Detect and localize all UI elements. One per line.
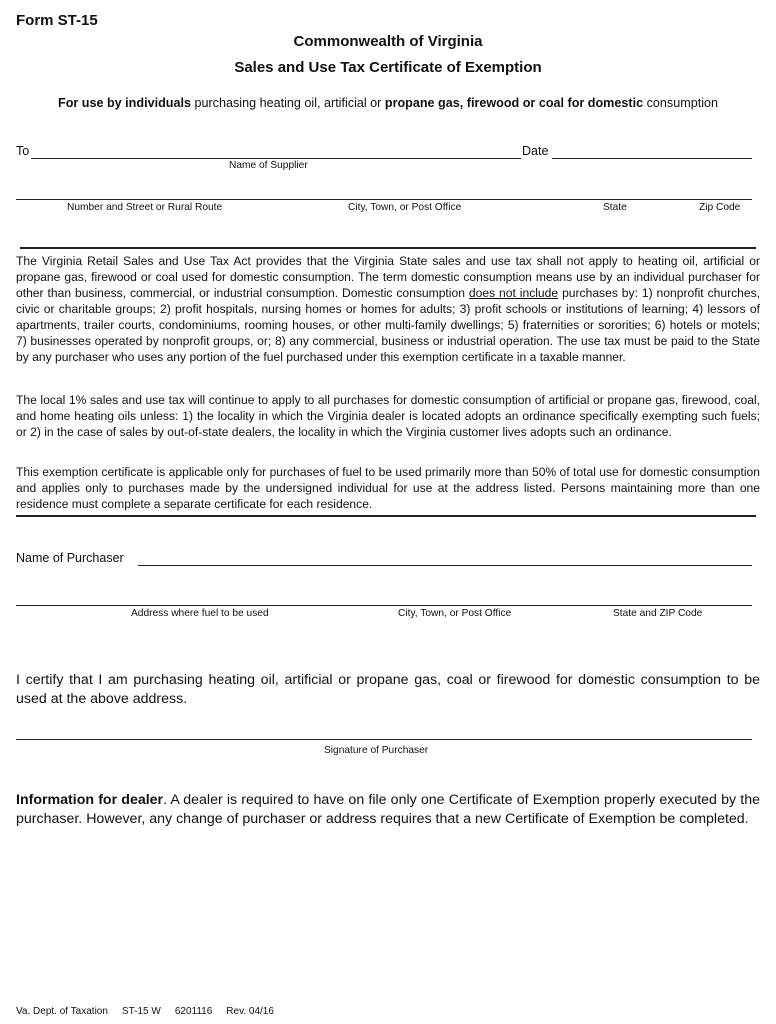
zip-caption: Zip Code: [699, 202, 741, 213]
dealer-heading: Information for dealer: [16, 792, 164, 808]
state-caption: State: [603, 202, 627, 213]
footer-code: 6201116: [174, 1006, 213, 1017]
supplier-address-field[interactable]: [16, 199, 752, 200]
dealer-information: [16, 791, 760, 829]
purchaser-name-label: Name of Purchaser: [16, 551, 124, 565]
bottom-divider: [16, 515, 756, 517]
signature-field[interactable]: [16, 739, 752, 740]
dealer-text: . A dealer is required to have on file only one Certificate of Exemption properly executed by the purchaser. However, any change of purchaser or address requires that a new Certificate of Exemption be completed.: [16, 792, 760, 827]
p1-part-b: purchases by: 1) nonprofit churches, civic or charitable groups; 2) profit hospitals, nursing homes or homes for adults; 3) profit schools or institutions of learning; 4) lessors of apartments, trailer courts, condominiums, rooming houses, or other multi-family dwellings; 5) fraternities or sororities; 6) hotels or motels; 7) businesses operated by nonprofit groups, or; 8) any commercial, business or industrial operation. The use tax must be paid to the State by any purchaser who uses any portion of the fuel purchased under this exemption certificate in a taxable manner.: [16, 286, 760, 364]
date-field[interactable]: [552, 158, 752, 159]
signature-caption: Signature of Purchaser: [324, 745, 429, 756]
subtitle-bold-1: For use by individuals: [58, 96, 191, 110]
street-caption: Number and Street or Rural Route: [67, 202, 223, 213]
to-label: To: [16, 144, 30, 158]
supplier-name-caption: Name of Supplier: [229, 160, 308, 171]
footer-rev: Rev. 04/16: [226, 1006, 274, 1017]
footer-dept: Va. Dept. of Taxation: [16, 1006, 108, 1017]
purchaser-name-field[interactable]: [138, 565, 752, 566]
address-caption: Address where fuel to be used: [131, 608, 269, 619]
paragraph-applicability: This exemption certificate is applicable only for purchases of fuel to be used primarily more than 50% of total use for domestic consumption and applies only to purchases made by the undersigned individual for use at the address listed. Persons maintaining more than one residence must complete a separate certificate for each residence.: [16, 465, 760, 511]
footer: [16, 1006, 288, 1017]
form-title: Sales and Use Tax Certificate of Exemption: [234, 59, 542, 76]
paragraph-local-tax: The local 1% sales and use tax will continue to apply to all purchases for domestic consumption of artificial or propane gas, firewood, coal, and home heating oils unless: 1) the locality in which the Virginia dealer is located adopts an ordinance specifically exempting such fuels; or 2) in the case of sales by out-of-state dealers, the locality in which the Virginia customer lives adopts such an ordinance.: [16, 393, 760, 439]
state-zip-caption: State and ZIP Code: [613, 608, 703, 619]
paragraph-exemption-act: [16, 253, 760, 365]
p1-underlined: does not include: [468, 286, 559, 300]
subtitle-text-1: purchasing heating oil, artificial or: [190, 96, 385, 110]
subtitle-text-2: consumption: [643, 96, 718, 110]
purchaser-address-field[interactable]: [16, 605, 752, 606]
certification-statement: I certify that I am purchasing heating oil, artificial or propane gas, coal or firewood for domestic consumption to be used at the above address.: [16, 672, 760, 707]
p1-part-a: The Virginia Retail Sales and Use Tax Act provides that the Virginia State sales and use tax shall not apply to heating oil, artificial or propane gas, firewood or coal used for domestic consumption. The term domestic consumption means use by an individual purchaser for other than business, commercial, or industrial consumption. Domestic consumption: [16, 254, 760, 300]
supplier-name-field[interactable]: [31, 158, 521, 159]
top-divider: [20, 247, 756, 249]
date-label: Date: [522, 144, 549, 158]
purchaser-city-caption: City, Town, or Post Office: [398, 608, 512, 619]
subtitle-bold-2: propane gas, firewood or coal for domestic: [384, 96, 644, 110]
form-subtitle: [0, 96, 776, 110]
form-number: Form ST-15: [16, 12, 98, 29]
city-caption: City, Town, or Post Office: [348, 202, 462, 213]
state-title: Commonwealth of Virginia: [293, 33, 483, 50]
footer-form: ST-15 W: [121, 1006, 161, 1017]
